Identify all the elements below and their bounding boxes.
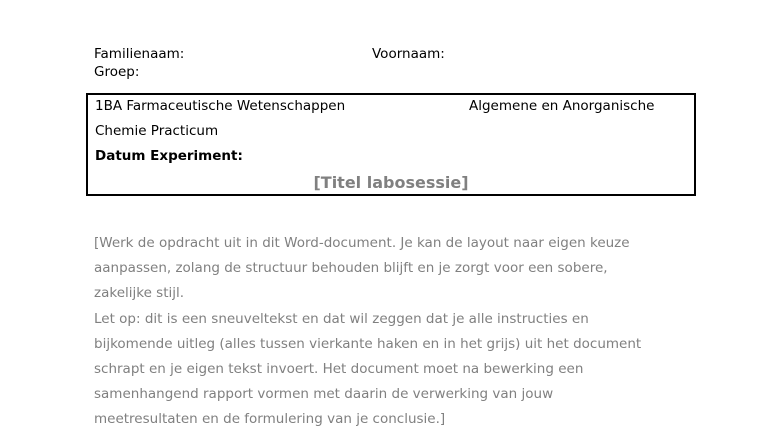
instruction-line: bijkomende uitleg (alles tussen vierkante haken en in het grijs) uit het document (94, 335, 642, 352)
instruction-line: [Werk de opdracht uit in dit Word-document. Je kan de layout naar eigen keuze (94, 235, 630, 251)
instruction-line: zakelijke stijl. (94, 285, 185, 302)
voornaam-label: Voornaam: (372, 46, 445, 62)
familienaam-label: Familienaam: (94, 46, 185, 62)
instructions-placeholder[interactable] (94, 231, 734, 433)
instruction-line: samenhangend rapport vormen met daarin de verwerking van jouw (94, 386, 554, 403)
course-info-box (86, 93, 696, 196)
course-name: 1BA Farmaceutische Wetenschappen (95, 98, 346, 114)
instruction-line: aanpassen, zolang de structuur behouden blijft en je zorgt voor een sobere, (94, 260, 608, 277)
session-title-placeholder[interactable]: [Titel labosessie] (313, 173, 469, 192)
instruction-line: schrapt en je eigen tekst invoert. Het document moet na bewerking een (94, 361, 584, 378)
instruction-line: Let op: dit is een sneuveltekst en dat wil zeggen dat je alle instructies en (94, 310, 589, 327)
course-subject: Algemene en Anorganische (469, 98, 655, 114)
instruction-line: meetresultaten en de formulering van je conclusie.] (94, 411, 446, 428)
course-subject-continued: Chemie Practicum (95, 123, 219, 139)
groep-label: Groep: (94, 64, 140, 80)
datum-experiment-label: Datum Experiment: (95, 148, 243, 164)
